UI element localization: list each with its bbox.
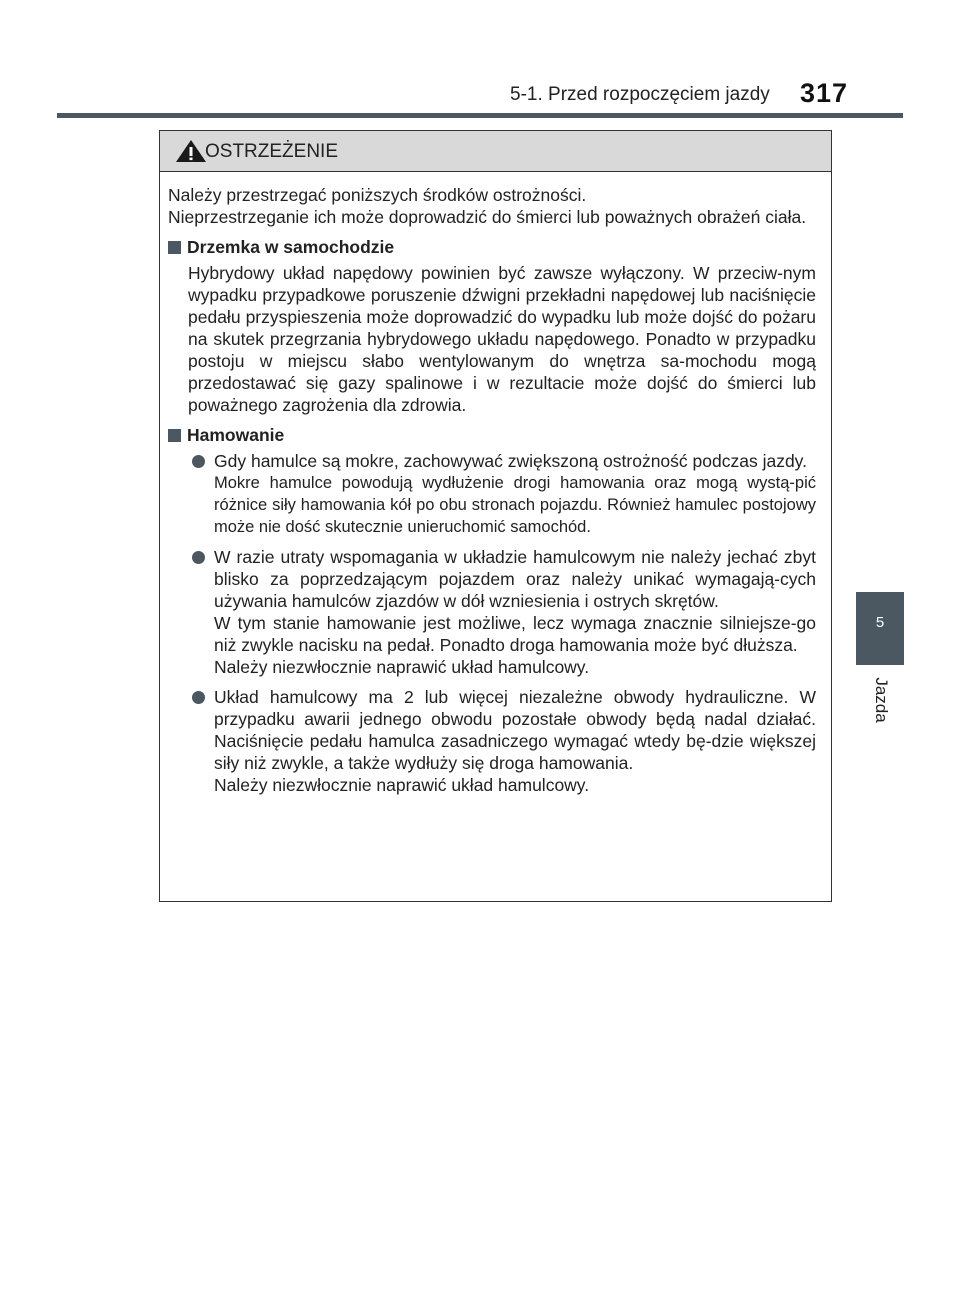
square-bullet-icon [168,241,181,254]
paragraph: Mokre hamulce powodują wydłużenie drogi hamowania oraz mogą wystą-pić różnice siły hamowania kół po obu stronach pojazdu. Również hamulec postojowy może nie dość skutecznie unieruchomić samochód. [214,474,816,536]
round-bullet-icon [192,551,205,564]
chapter-label-text: Jazda [872,677,891,723]
round-bullet-icon [192,455,205,468]
paragraph: Gdy hamulce są mokre, zachowywać zwiększoną ostrożność podczas jazdy. [214,451,807,471]
intro-line: Należy przestrzegać poniższych środków ostrożności. [168,185,587,205]
paragraph: Należy niezwłocznie naprawić układ hamulcowy. [214,657,590,677]
section-title-text: Drzemka w samochodzie [187,237,395,257]
list-item [192,546,816,678]
section-text: Hybrydowy układ napędowy powinien być zawsze wyłączony. W przeciw-nym wypadku przypadkowe poruszenie dźwigni przekładni napędowej lub naciśnięcie pedału przyspieszenia może doprowadzić do wypadku lub może dojść do pożaru na skutek przegrzania hybrydowego układu napędowego. Ponadto w przypadku postoju w miejscu słabo wentylowanym do wnętrza sa-mochodu mogą przedostawać się gazy spalinowe i w rezultacie może dojść do śmierci lub poważnego zagrożenia dla zdrowia. [188,263,816,415]
list-item-text [214,546,816,678]
list-item-text [214,686,816,796]
section-title [168,424,816,446]
warning-intro [168,184,816,228]
warning-title: OSTRZEŻENIE [205,141,339,162]
section-heading: 5-1. Przed rozpoczęciem jazdy [510,84,770,105]
chapter-label [857,670,905,730]
warning-header [160,131,831,172]
warning-triangle-icon [174,139,208,163]
round-bullet-icon [192,691,205,704]
section-braking [168,424,816,796]
list-item-text [214,450,816,538]
warning-body [160,172,831,796]
list-item [192,450,816,538]
paragraph: Układ hamulcowy ma 2 lub więcej niezależne obwody hydrauliczne. W przypadku awarii jednego obwodu pozostałe obwody będą nadal działać. Naciśnięcie pedału hamulca zasadniczego wymagać wtedy bę-dzie większej siły niż zwykle, a także wydłuży się droga hamowania. [214,687,816,773]
section-napping [168,236,816,416]
intro-line: Nieprzestrzeganie ich może doprowadzić do śmierci lub poważnych obrażeń ciała. [168,207,807,227]
warning-box [159,130,832,902]
page-number: 317 [800,78,849,108]
square-bullet-icon [168,429,181,442]
paragraph: Należy niezwłocznie naprawić układ hamulcowy. [214,775,590,795]
section-title [168,236,816,258]
paragraph: W tym stanie hamowanie jest możliwe, lecz wymaga znacznie silniejsze-go niż zwykle nacisku na pedał. Ponadto droga hamowania może być dłuższa. [214,613,816,655]
paragraph: W razie utraty wspomagania w układzie hamulcowym nie należy jechać zbyt blisko za poprzedzającym pojazdem oraz należy unikać wymagają-cych używania hamulców zjazdów w dół wzniesienia i ostrych skrętów. [214,547,816,611]
chapter-number: 5 [875,614,885,631]
chapter-tab[interactable] [856,592,904,665]
list-item [192,686,816,796]
section-title-text: Hamowanie [187,425,285,445]
header-divider [57,113,903,118]
